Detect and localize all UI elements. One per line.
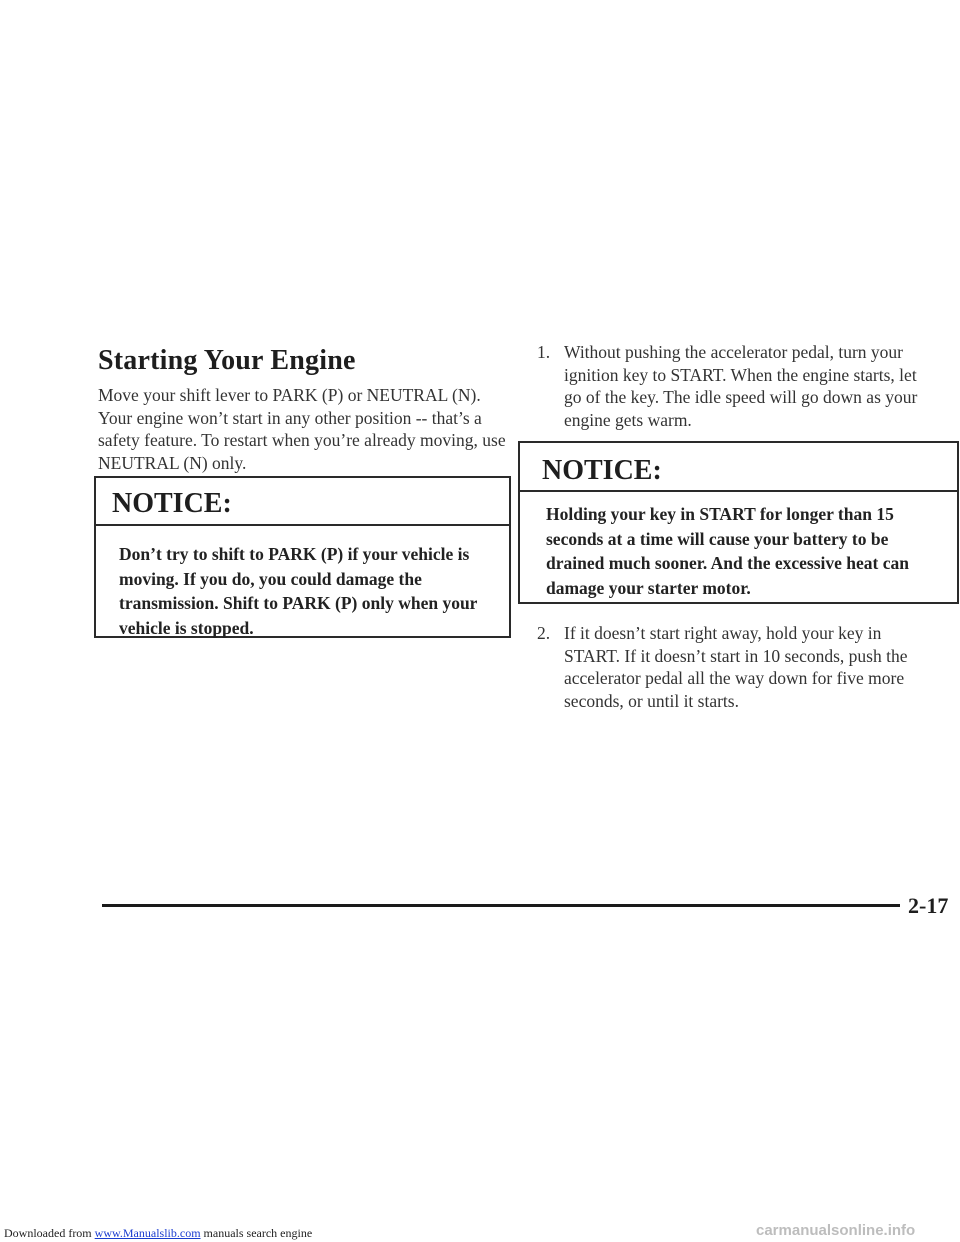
notice-body: Don’t try to shift to PARK (P) if your vehicle is moving. If you do, you could damage the transmission. Shift to PARK (P) only when your vehicle is stopped. (119, 544, 478, 638)
notice-box-starter (518, 441, 959, 604)
intro-paragraph: Move your shift lever to PARK (P) or NEUTRAL (N). Your engine won’t start in any other position -- that’s a safety feature. To restart when you’re already moving, use NEUTRAL (N) only. (98, 385, 506, 473)
footer-suffix: manuals search engine (200, 1226, 313, 1240)
notice-title: NOTICE: (520, 443, 957, 492)
step-item-1 (537, 341, 937, 431)
step-number: 2. (537, 623, 551, 643)
page-number: 2-17 (908, 893, 949, 918)
notice-title: NOTICE: (96, 478, 509, 526)
page-rule (102, 904, 900, 907)
manualslib-link[interactable]: www.Manualslib.com (94, 1226, 201, 1240)
footer-prefix: Downloaded from (4, 1226, 95, 1240)
step-item-2 (537, 622, 937, 712)
notice-body: Holding your key in START for longer than 15 seconds at a time will cause your battery to be drained much sooner. And the excessive heat can damage your starter motor. (546, 504, 909, 598)
download-footer (4, 1226, 312, 1241)
watermark: carmanualsonline.info (756, 1222, 916, 1239)
step-text: Without pushing the accelerator pedal, turn your ignition key to START. When the engine starts, let go of the key. The idle speed will go down as your engine gets warm. (564, 342, 918, 430)
step-number: 1. (537, 342, 551, 362)
notice-box-shift (94, 476, 511, 638)
step-text: If it doesn’t start right away, hold your key in START. If it doesn’t start in 10 seconds, push the accelerator pedal all the way down for five more seconds, or until it starts. (564, 623, 908, 711)
section-heading: Starting Your Engine (98, 345, 356, 376)
